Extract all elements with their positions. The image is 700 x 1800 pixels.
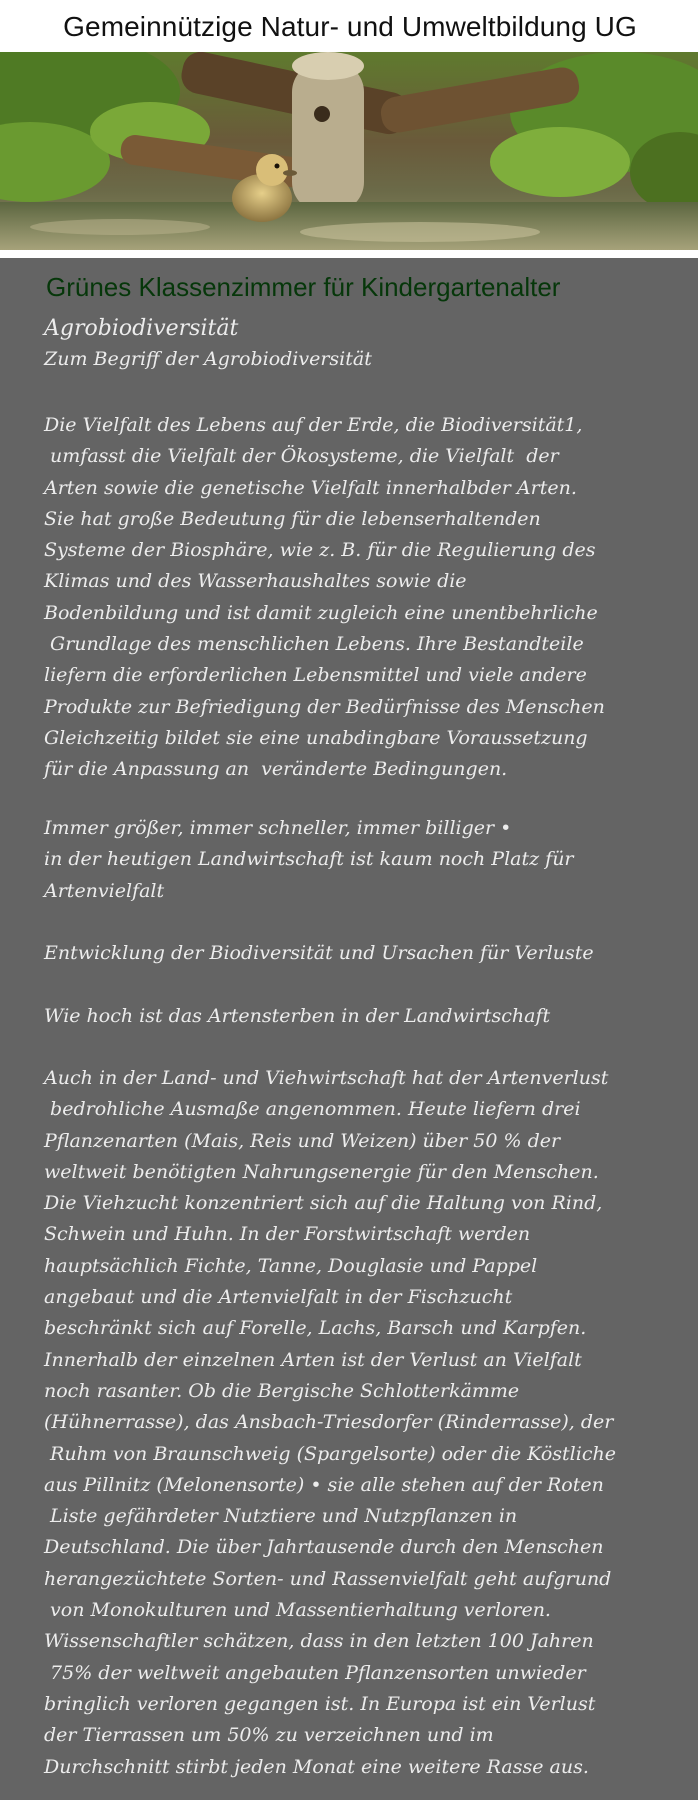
page-heading: Agrobiodiversität (44, 316, 239, 341)
paragraph-biodiversity: Die Vielfalt des Lebens auf der Erde, die Biodiversität1, umfasst die Vielfalt der Ökosysteme, die Vielfalt der Arten sowie die genetische Vielfalt innerhalbder Arten. Sie hat große Bedeutung für die lebenserhaltenden Systeme der Biosphäre, wie z. B. für die Regulierung des Klimas und des Wasserhaushaltes sowie die Bodenbildung und ist damit zugleich eine unentbehrliche Grundlage des menschlichen Lebens. Ihre Bestandteile liefern die erforderlichen Lebensmittel und viele andere Produkte zur Befriedigung der Bedürfnisse des Menschen Gleichzeitig bildet sie eine unabdingbare Voraussetzung für die Anpassung an veränderte Bedingungen. (44, 414, 605, 781)
paragraph-species-loss: Auch in der Land- und Viehwirtschaft hat der Artenverlust bedrohliche Ausmaße angenommen. Heute liefern drei Pflanzenarten (Mais, Reis und Weizen) über 50 % der weltweit benötigten Nahrungsenergie für den Menschen. Die Viehzucht konzentriert sich auf die Haltung von Rind, Schwein und Huhn. In der Forstwirtschaft werden hauptsächlich Fichte, Tanne, Douglasie und Pappel angebaut und die Artenvielfalt in der Fischzucht beschränkt sich auf Forelle, Lachs, Barsch und Karpfen. Innerhalb der einzelnen Arten ist der Verlust an Vielfalt noch rasanter. Ob die Bergische Schlotterkämme (Hühnerrasse), das Ansbach-Triesdorfer (Rinderrasse), der Ruhm von Braunschweig (Spargelsorte) oder die Köstliche aus Pillnitz (Melonensorte) • sie alle stehen auf der Roten Liste gefährdeter Nutztiere und Nutzpflanzen in Deutschland. Die über Jahrtausende durch den Menschen herangezüchtete Sorten- und Rassenvielfalt geht aufgrund von Monokulturen und Massentierhaltung verloren. Wissenschaftler schätzen, dass in den letzten 100 Jahren 75% der weltweit angebauten Pflanzensorten unwieder bringlich verloren gegangen ist. In Europa ist ein Verlust der Tierrassen um 50% zu verzeichnen und im Durchschnitt stirbt jeden Monat eine weitere Rasse aus. (44, 1067, 616, 1778)
paragraph-modern-agriculture: Immer größer, immer schneller, immer billiger • in der heutigen Landwirtschaft ist kaum noch Platz für Artenvielfalt (44, 817, 574, 902)
duckling-by-pond-image (0, 52, 698, 250)
banner-photo (0, 52, 698, 250)
section-title: Grünes Klassenzimmer für Kindergartenalter (46, 272, 561, 302)
paragraph-development-heading: Entwicklung der Biodiversität und Ursachen für Verluste (44, 942, 594, 964)
subheading: Zum Begriff der Agrobiodiversität (44, 348, 372, 370)
paragraph-extinction-heading: Wie hoch ist das Artensterben in der Landwirtschaft (44, 1005, 551, 1027)
site-title: Gemeinnützige Natur- und Umweltbildung UG (63, 11, 637, 42)
site-header (0, 0, 700, 52)
